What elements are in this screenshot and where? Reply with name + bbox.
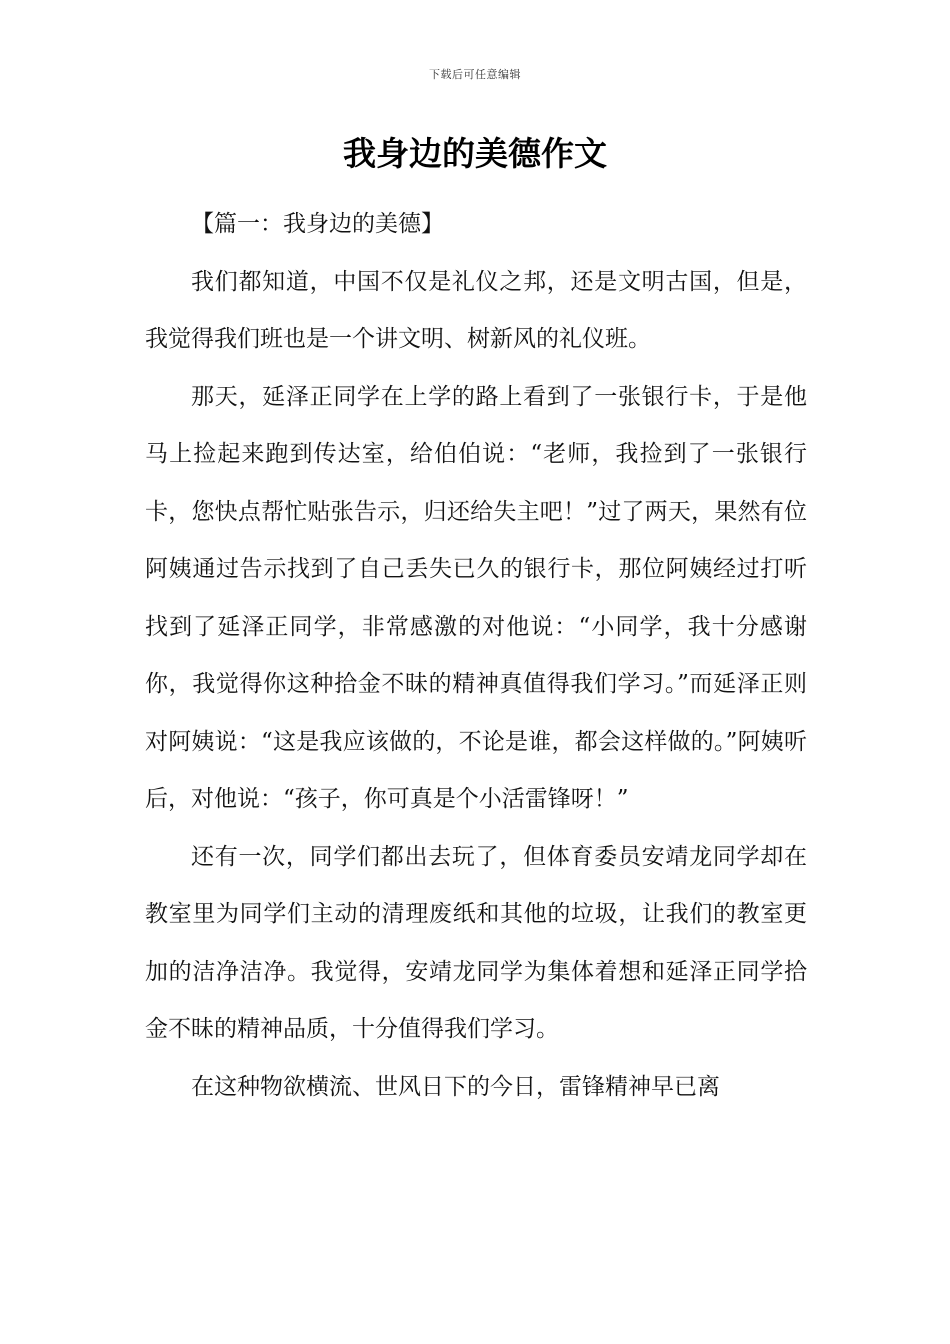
section-heading: 【篇一：我身边的美德】 xyxy=(191,211,444,237)
paragraph: 那天，延泽正同学在上学的路上看到了一张银行卡，于是他马上捡起来跑到传达室，给伯伯说：“老师，我捡到了一张银行卡，您快点帮忙贴张告示，归还给失主吧！”过了两天，果然有位阿姨通过告示找到了自己丢失已久的银行卡，那位阿姨经过打听找到了延泽正同学，非常感激的对他说：“小同学，我十分感谢你，我觉得你这种拾金不昧的精神真值得我们学习。”而延泽正则对阿姨说：“这是我应该做的，不论是谁，都会这样做的。”阿姨听后，对他说：“孩子，你可真是个小活雷锋呀！” xyxy=(145,383,807,812)
paragraph: 还有一次，同学们都出去玩了，但体育委员安靖龙同学却在教室里为同学们主动的清理废纸和其他的垃圾，让我们的教室更加的洁净洁净。我觉得，安靖龙同学为集体着想和延泽正同学拾金不昧的精神品质，十分值得我们学习。 xyxy=(145,843,807,1042)
document-body xyxy=(145,196,807,1116)
header-note: 下载后可任意编辑 xyxy=(429,68,521,81)
paragraph: 在这种物欲横流、世风日下的今日，雷锋精神早已离 xyxy=(191,1073,720,1100)
document-title: 我身边的美德作文 xyxy=(343,134,607,173)
paragraph: 我们都知道，中国不仅是礼仪之邦，还是文明古国，但是，我觉得我们班也是一个讲文明、树新风的礼仪班。 xyxy=(145,268,807,352)
